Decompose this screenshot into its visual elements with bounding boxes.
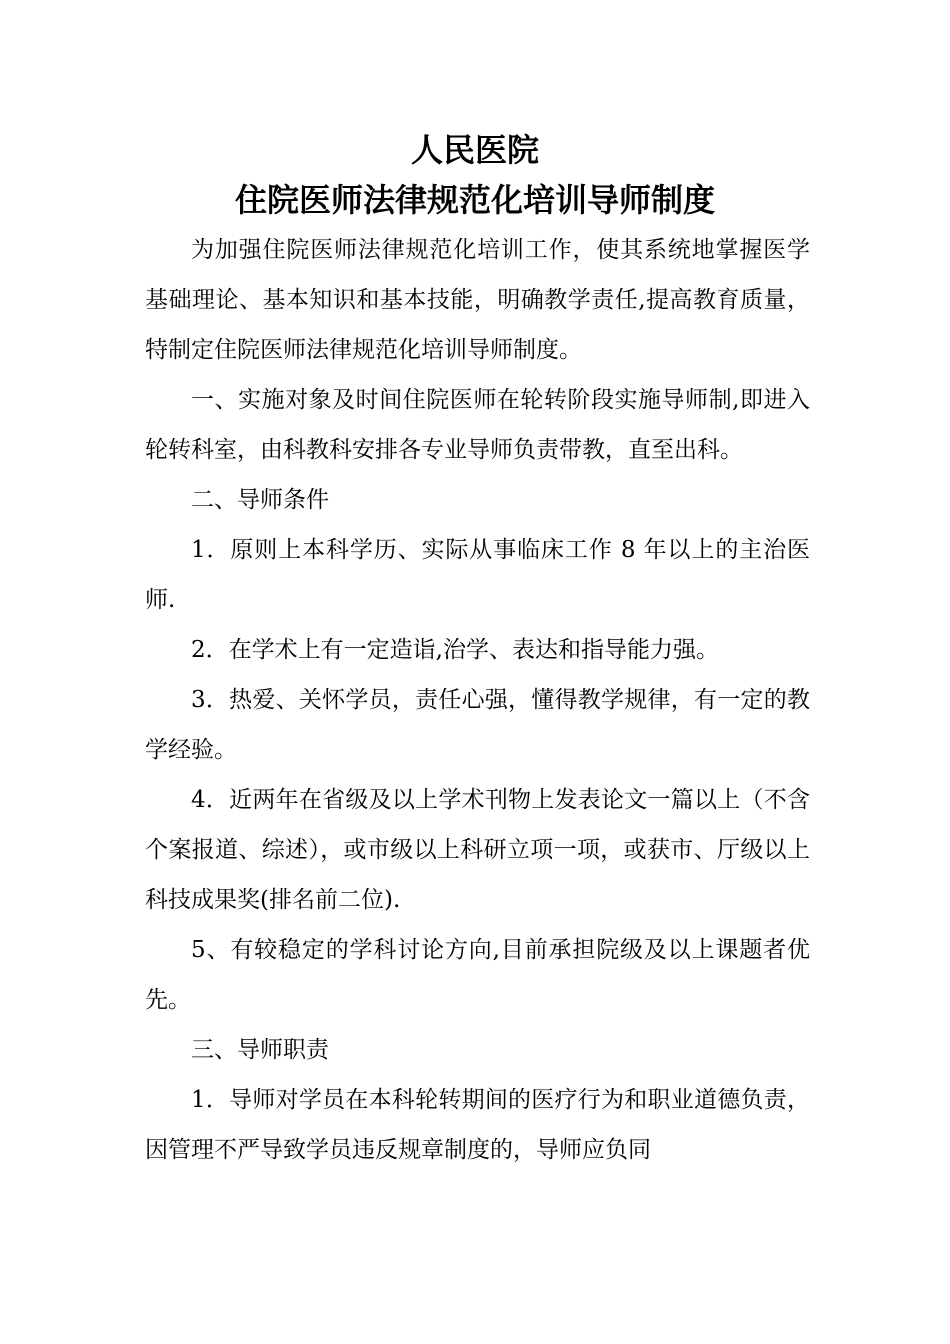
paragraph-duty-1: 1．导师对学员在本科轮转期间的医疗行为和职业道德负责，因管理不严导致学员违反规章制度的，导师应负同 (145, 1087, 810, 1163)
heading-section-3: 三、导师职责 (191, 1037, 329, 1063)
paragraph-condition-3: 3．热爱、关怀学员，责任心强，懂得教学规律，有一定的教学经验。 (145, 687, 810, 763)
paragraph-intro: 为加强住院医师法律规范化培训工作，使其系统地掌握医学基础理论、基本知识和基本技能，明确教学责任,提高教育质量，特制定住院医师法律规范化培训导师制度。 (145, 237, 810, 363)
document-title-hospital: 人民医院 (410, 131, 539, 169)
paragraph-condition-4: 4．近两年在省级及以上学术刊物上发表论文一篇以上（不含个案报道、综述），或市级以上科研立项一项，或获市、厅级以上科技成果奖(排名前二位). (145, 787, 810, 913)
paragraph-section-1: 一、实施对象及时间住院医师在轮转阶段实施导师制,即进入轮转科室，由科教科安排各专业导师负责带教，直至出科。 (145, 387, 810, 463)
paragraph-condition-1: 1．原则上本科学历、实际从事临床工作 8 年以上的主治医师. (145, 537, 810, 613)
heading-section-2: 二、导师条件 (191, 487, 329, 513)
paragraph-condition-5: 5、有较稳定的学科讨论方向,目前承担院级及以上课题者优先。 (145, 937, 810, 1013)
document-title-regulation: 住院医师法律规范化培训导师制度 (234, 181, 715, 219)
document-body (145, 225, 810, 1175)
paragraph-condition-2: 2．在学术上有一定造诣,治学、表达和指导能力强。 (191, 637, 719, 663)
